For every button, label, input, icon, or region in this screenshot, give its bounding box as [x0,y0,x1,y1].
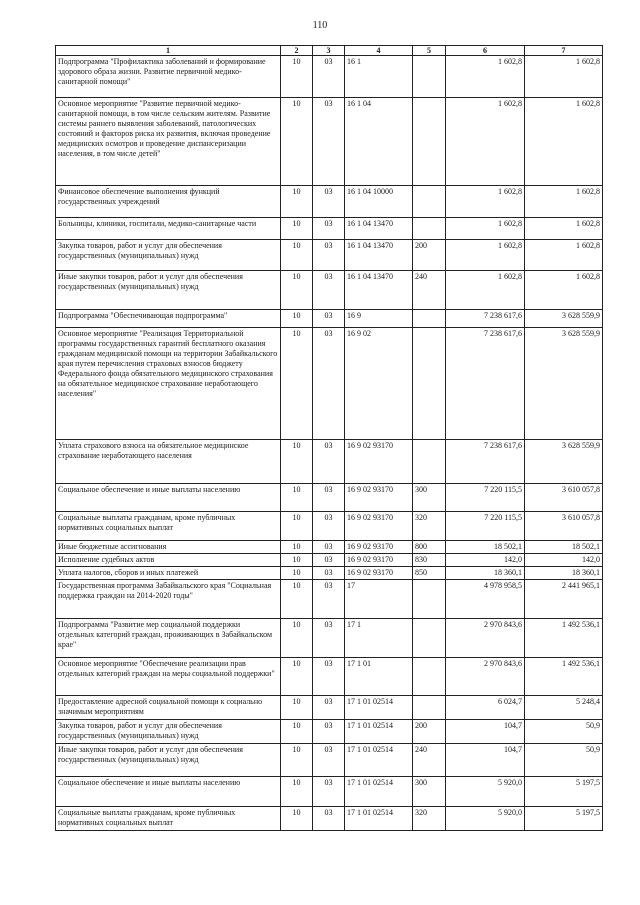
row-subsection: 03 [313,658,345,696]
row-expense-type [413,328,446,440]
row-subsection: 03 [313,777,345,807]
row-expense-type: 320 [413,512,446,541]
row-section: 10 [281,310,313,328]
table-row [56,328,603,440]
row-amount-2018: 3 628 559,9 [525,440,603,484]
table-row [56,554,603,567]
header-col-2: 2 [281,46,313,56]
row-name: Социальные выплаты гражданам, кроме публичных нормативных социальных выплат [56,512,281,541]
row-target-code: 17 1 [345,619,413,658]
row-section: 10 [281,580,313,619]
row-expense-type [413,218,446,240]
row-target-code: 17 1 01 02514 [345,777,413,807]
row-amount-2018: 3 628 559,9 [525,328,603,440]
row-amount-2018: 3 610 057,8 [525,484,603,512]
row-amount-2017: 104,7 [446,744,525,777]
row-amount-2017: 5 920,0 [446,777,525,807]
row-expense-type: 320 [413,807,446,831]
row-expense-type: 240 [413,744,446,777]
row-amount-2018: 18 360,1 [525,567,603,580]
row-subsection: 03 [313,186,345,218]
row-subsection: 03 [313,56,345,98]
row-amount-2018: 1 602,8 [525,271,603,310]
row-name: Больницы, клиники, госпитали, медико-санитарные части [56,218,281,240]
row-expense-type [413,440,446,484]
table-row [56,440,603,484]
row-amount-2017: 7 238 617,6 [446,328,525,440]
row-subsection: 03 [313,554,345,567]
row-subsection: 03 [313,580,345,619]
row-section: 10 [281,271,313,310]
row-amount-2018: 3 610 057,8 [525,512,603,541]
row-section: 10 [281,619,313,658]
table-row [56,484,603,512]
row-amount-2018: 1 602,8 [525,218,603,240]
row-expense-type: 830 [413,554,446,567]
row-subsection: 03 [313,328,345,440]
row-subsection: 03 [313,484,345,512]
table-row [56,807,603,831]
row-amount-2017: 104,7 [446,720,525,744]
table-row [56,720,603,744]
row-expense-type: 800 [413,541,446,554]
row-target-code: 16 9 02 93170 [345,567,413,580]
row-section: 10 [281,541,313,554]
row-subsection: 03 [313,720,345,744]
row-subsection: 03 [313,310,345,328]
row-expense-type [413,619,446,658]
row-name: Иные закупки товаров, работ и услуг для обеспечения государственных (муниципальных) нужд [56,271,281,310]
row-target-code: 17 1 01 02514 [345,744,413,777]
row-target-code: 16 9 02 [345,328,413,440]
row-section: 10 [281,328,313,440]
row-amount-2017: 6 024,7 [446,696,525,720]
row-amount-2017: 5 920,0 [446,807,525,831]
row-name: Закупка товаров, работ и услуг для обеспечения государственных (муниципальных) нужд [56,240,281,271]
row-subsection: 03 [313,240,345,271]
row-section: 10 [281,777,313,807]
row-target-code: 16 9 02 93170 [345,440,413,484]
table-row [56,696,603,720]
row-section: 10 [281,218,313,240]
table-row [56,580,603,619]
header-col-3: 3 [313,46,345,56]
row-section: 10 [281,807,313,831]
row-amount-2017: 1 602,8 [446,56,525,98]
table-row [56,512,603,541]
row-subsection: 03 [313,98,345,186]
budget-table [55,45,603,831]
row-target-code: 16 9 02 93170 [345,512,413,541]
table-body [56,56,603,831]
row-amount-2018: 1 602,8 [525,186,603,218]
row-target-code: 16 1 04 13470 [345,218,413,240]
header-col-4: 4 [345,46,413,56]
row-amount-2017: 1 602,8 [446,218,525,240]
row-expense-type [413,56,446,98]
table-row [56,271,603,310]
table-row [56,98,603,186]
table-row [56,310,603,328]
table-row [56,777,603,807]
row-subsection: 03 [313,440,345,484]
table-row [56,744,603,777]
row-name: Предоставление адресной социальной помощи к социально значимым мероприятиям [56,696,281,720]
row-name: Иные бюджетные ассигнования [56,541,281,554]
row-target-code: 17 1 01 02514 [345,807,413,831]
row-subsection: 03 [313,271,345,310]
row-name: Государственная программа Забайкальского края "Социальная поддержка граждан на 2014-2020 годы" [56,580,281,619]
row-amount-2017: 1 602,8 [446,186,525,218]
table-row [56,619,603,658]
row-section: 10 [281,567,313,580]
row-amount-2017: 142,0 [446,554,525,567]
row-name: Подпрограмма "Обеспечивающая подпрограмма" [56,310,281,328]
row-subsection: 03 [313,218,345,240]
row-section: 10 [281,696,313,720]
table-row [56,567,603,580]
row-name: Финансовое обеспечение выполнения функций государственных учреждений [56,186,281,218]
row-name: Закупка товаров, работ и услуг для обеспечения государственных (муниципальных) нужд [56,720,281,744]
row-section: 10 [281,658,313,696]
row-amount-2018: 1 492 536,1 [525,619,603,658]
row-name: Подпрограмма "Профилактика заболеваний и формирование здорового образа жизни. Развитие первичной медико-санитарной помощи" [56,56,281,98]
row-target-code: 16 9 02 93170 [345,554,413,567]
row-target-code: 16 1 04 10000 [345,186,413,218]
row-amount-2017: 7 220 115,5 [446,484,525,512]
row-amount-2017: 1 602,8 [446,271,525,310]
row-amount-2018: 3 628 559,9 [525,310,603,328]
row-section: 10 [281,720,313,744]
row-expense-type [413,658,446,696]
row-section: 10 [281,98,313,186]
row-target-code: 16 9 02 93170 [345,541,413,554]
row-amount-2018: 1 602,8 [525,98,603,186]
row-section: 10 [281,186,313,218]
row-subsection: 03 [313,619,345,658]
row-amount-2017: 2 970 843,6 [446,658,525,696]
header-col-7: 7 [525,46,603,56]
row-amount-2018: 50,9 [525,744,603,777]
row-name: Основное мероприятие "Реализация Территориальной программы государственных гарантий бесплатного оказания гражданам медицинской помощи на территории Забайкальского края путем перечисления страховых взносов бюджету Федерального фонда обязательного медицинского страхования на обязательное медицинское страхование неработающего населения" [56,328,281,440]
row-section: 10 [281,240,313,271]
row-section: 10 [281,512,313,541]
row-amount-2017: 1 602,8 [446,240,525,271]
row-amount-2017: 7 238 617,6 [446,440,525,484]
row-target-code: 17 1 01 02514 [345,696,413,720]
row-amount-2018: 5 248,4 [525,696,603,720]
table-row [56,658,603,696]
row-section: 10 [281,56,313,98]
row-target-code: 16 1 04 13470 [345,271,413,310]
row-expense-type [413,310,446,328]
row-amount-2018: 50,9 [525,720,603,744]
row-amount-2018: 5 197,5 [525,777,603,807]
row-name: Основное мероприятие "Обеспечение реализации прав отдельных категорий граждан на меры социальной поддержки" [56,658,281,696]
header-col-1: 1 [56,46,281,56]
row-subsection: 03 [313,696,345,720]
row-subsection: 03 [313,512,345,541]
row-name: Иные закупки товаров, работ и услуг для обеспечения государственных (муниципальных) нужд [56,744,281,777]
row-target-code: 17 [345,580,413,619]
table-header-row [56,46,603,56]
row-amount-2018: 1 602,8 [525,240,603,271]
row-name: Подпрограмма "Развитие мер социальной поддержки отдельных категорий граждан, проживающих в Забайкальском крае" [56,619,281,658]
row-expense-type: 240 [413,271,446,310]
row-amount-2018: 142,0 [525,554,603,567]
row-subsection: 03 [313,541,345,554]
row-target-code: 16 1 [345,56,413,98]
row-amount-2018: 1 492 536,1 [525,658,603,696]
row-expense-type: 850 [413,567,446,580]
row-amount-2017: 4 978 958,5 [446,580,525,619]
row-name: Социальное обеспечение и иные выплаты населению [56,777,281,807]
header-col-5: 5 [413,46,446,56]
row-subsection: 03 [313,807,345,831]
row-amount-2017: 7 238 617,6 [446,310,525,328]
row-expense-type: 300 [413,777,446,807]
table-row [56,541,603,554]
row-target-code: 16 9 [345,310,413,328]
row-section: 10 [281,554,313,567]
row-section: 10 [281,744,313,777]
row-expense-type: 300 [413,484,446,512]
table-row [56,56,603,98]
row-expense-type [413,186,446,218]
row-expense-type [413,580,446,619]
row-name: Исполнение судебных актов [56,554,281,567]
row-amount-2018: 5 197,5 [525,807,603,831]
row-amount-2018: 2 441 965,1 [525,580,603,619]
page-number: 110 [312,20,328,31]
row-expense-type: 200 [413,720,446,744]
row-name: Социальное обеспечение и иные выплаты населению [56,484,281,512]
row-amount-2017: 18 360,1 [446,567,525,580]
row-target-code: 16 1 04 [345,98,413,186]
row-target-code: 17 1 01 02514 [345,720,413,744]
row-section: 10 [281,440,313,484]
header-col-6: 6 [446,46,525,56]
row-name: Социальные выплаты гражданам, кроме публичных нормативных социальных выплат [56,807,281,831]
row-expense-type [413,696,446,720]
row-name: Уплата налогов, сборов и иных платежей [56,567,281,580]
row-name: Уплата страхового взноса на обязательное медицинское страхование неработающего населения [56,440,281,484]
row-amount-2017: 18 502,1 [446,541,525,554]
row-subsection: 03 [313,744,345,777]
row-expense-type: 200 [413,240,446,271]
row-subsection: 03 [313,567,345,580]
row-amount-2018: 1 602,8 [525,56,603,98]
table-row [56,218,603,240]
row-amount-2017: 7 220 115,5 [446,512,525,541]
table-row [56,186,603,218]
row-expense-type [413,98,446,186]
row-target-code: 16 9 02 93170 [345,484,413,512]
row-target-code: 16 1 04 13470 [345,240,413,271]
row-amount-2017: 2 970 843,6 [446,619,525,658]
row-amount-2017: 1 602,8 [446,98,525,186]
row-section: 10 [281,484,313,512]
row-target-code: 17 1 01 [345,658,413,696]
table-row [56,240,603,271]
row-name: Основное мероприятие "Развитие первичной медико-санитарной помощи, в том числе сельским жителям. Развитие системы раннего выявления заболеваний, патологических состояний и факторов риска их развития, включая проведение медицинских осмотров и проведение диспансеризации населения, в том числе детей" [56,98,281,186]
row-amount-2018: 18 502,1 [525,541,603,554]
